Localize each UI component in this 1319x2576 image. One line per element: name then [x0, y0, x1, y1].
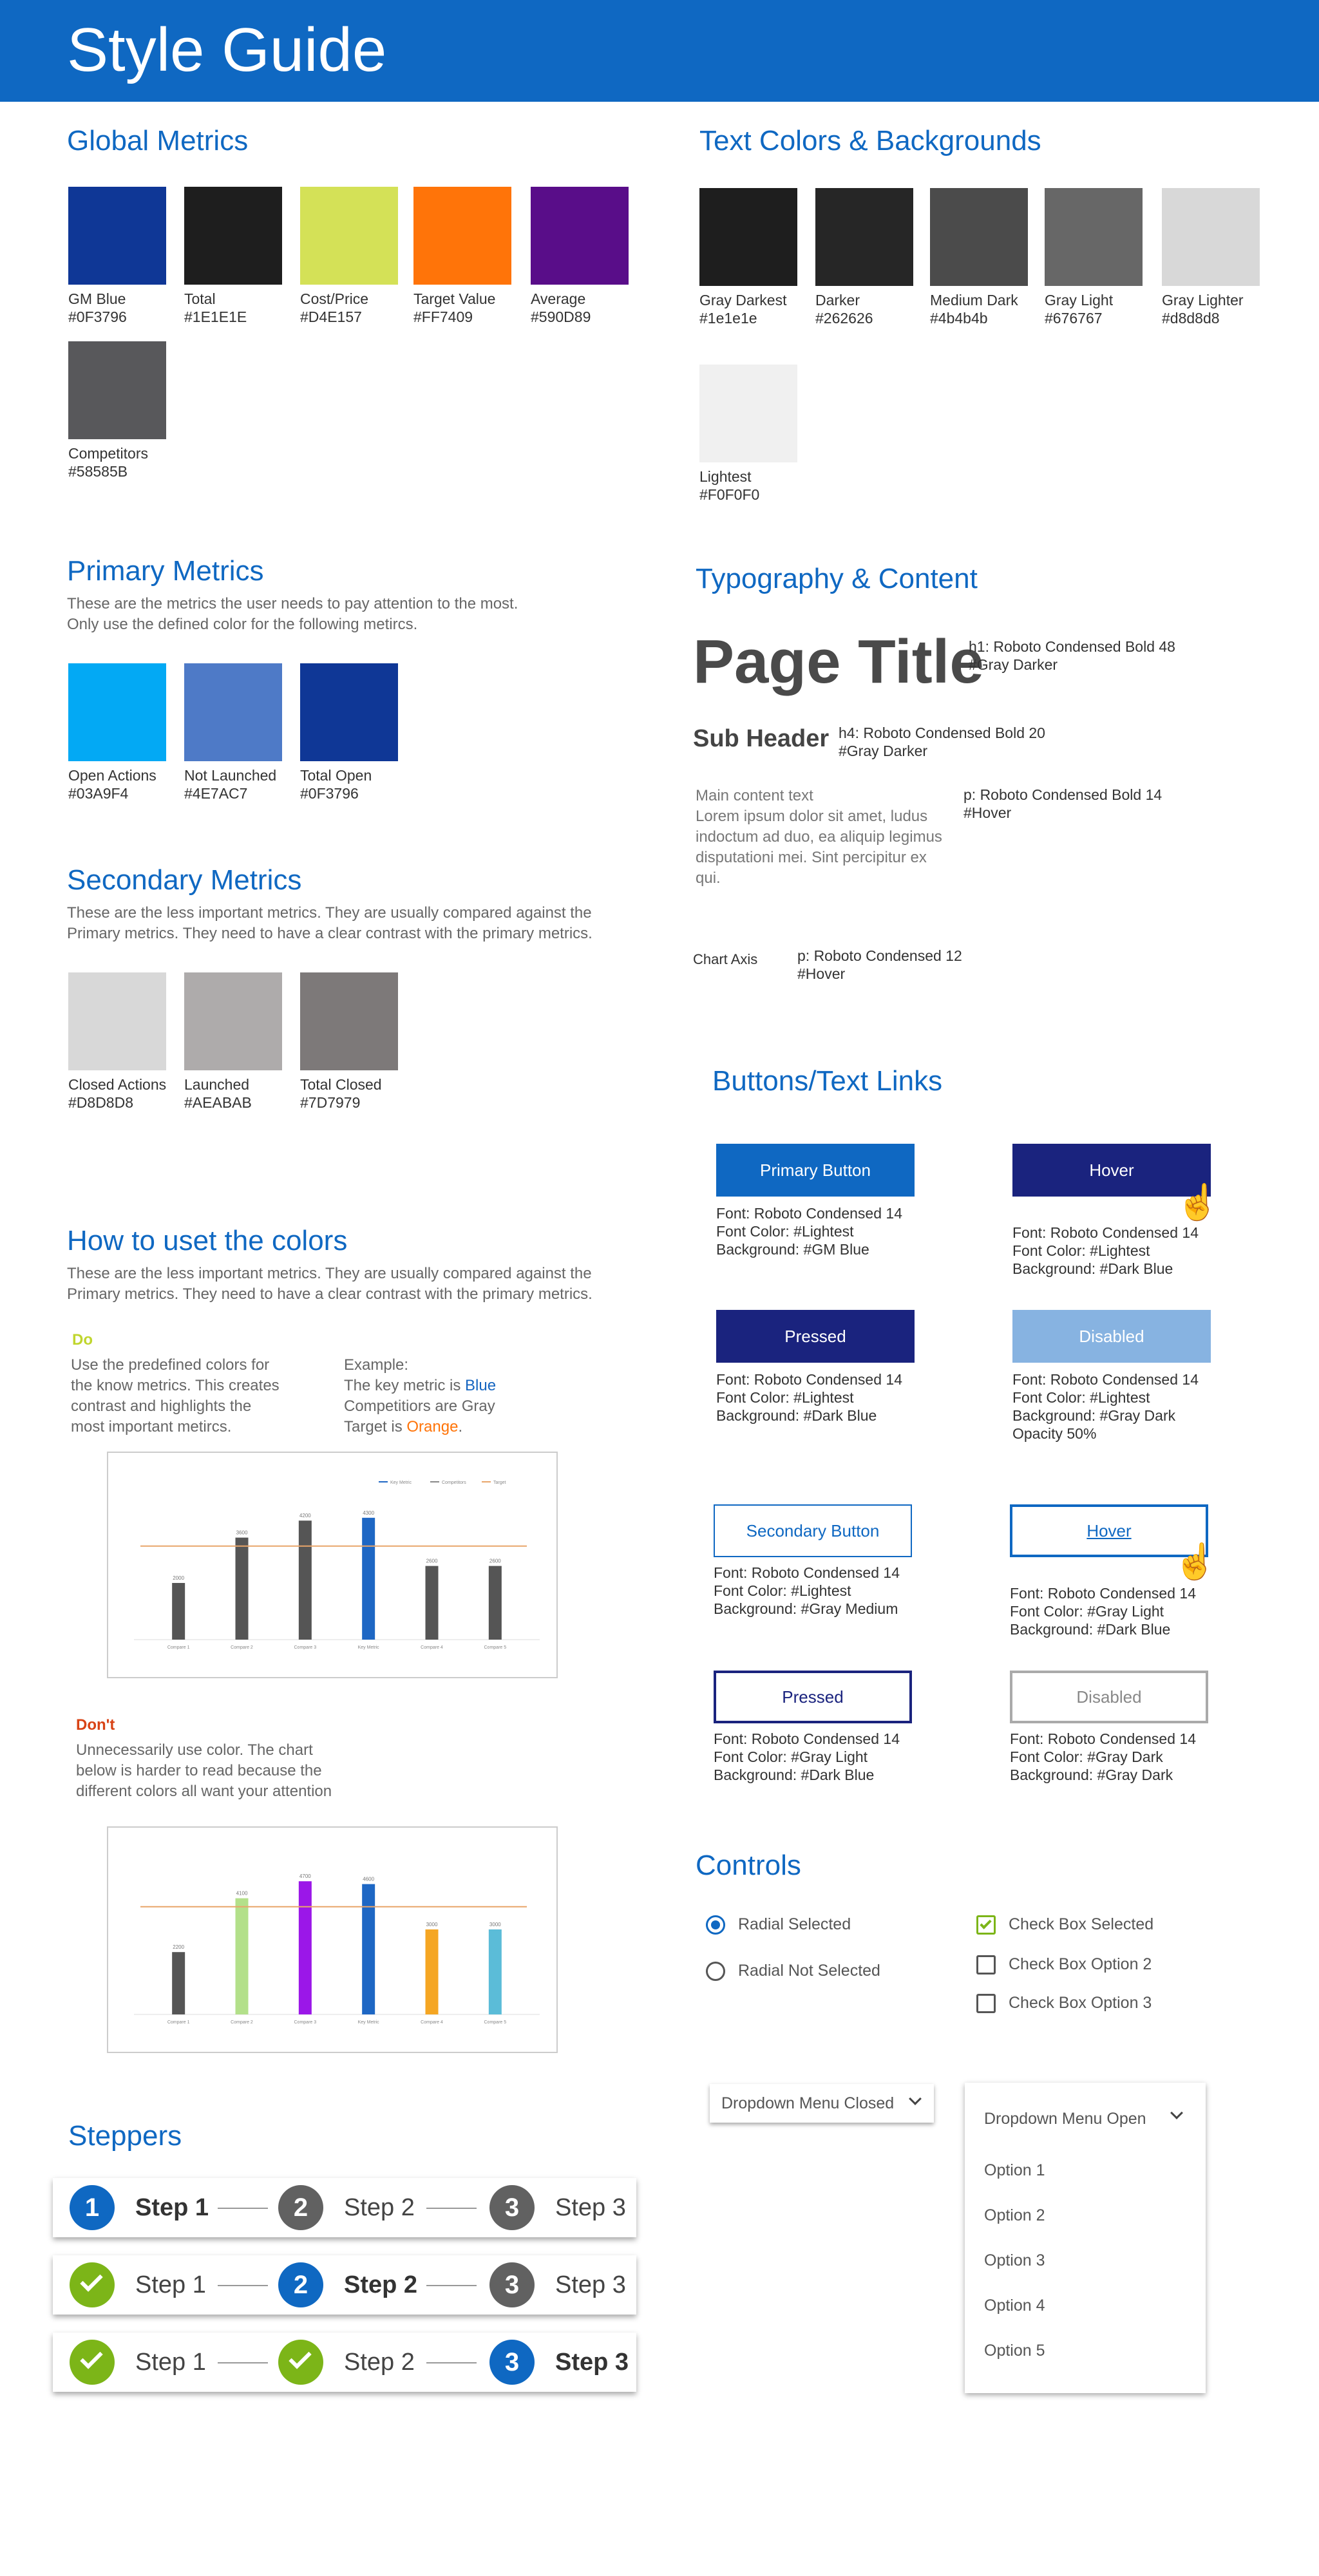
- radio-selected[interactable]: [706, 1915, 725, 1935]
- button-note: Font Color: #Lightest: [716, 1389, 854, 1406]
- example-label: Example:: [344, 1356, 409, 1374]
- step-number[interactable]: 3: [489, 2340, 535, 2385]
- swatch-hex: #D4E157: [300, 308, 362, 325]
- button-note: Font: Roboto Condensed 14: [1010, 1585, 1196, 1602]
- dont-chart-svg: [108, 1828, 556, 2052]
- swatch-hex: #676767: [1045, 310, 1103, 327]
- step-label: Step 3: [555, 2194, 626, 2221]
- chart-bar: [299, 1881, 312, 2014]
- color-swatch: [1045, 188, 1143, 286]
- typography-title: Typography & Content: [696, 563, 978, 594]
- button-note: Font: Roboto Condensed 14: [714, 1564, 900, 1581]
- chart-bar: [426, 1566, 439, 1640]
- swatch-hex: #0F3796: [300, 785, 359, 802]
- swatch-hex: #1e1e1e: [699, 310, 757, 327]
- sample-lorem: disputationi mei. Sint percipitur ex: [696, 849, 927, 866]
- swatch-name: Gray Darkest: [699, 292, 787, 308]
- chart-category-label: Compare 1: [167, 1645, 190, 1650]
- button-note: Font Color: #Lightest: [716, 1223, 854, 1240]
- chart-bar: [236, 1899, 249, 2014]
- swatch-hex: #D8D8D8: [68, 1094, 133, 1111]
- checkbox-option-2-label: Check Box Option 2: [1009, 1955, 1152, 1973]
- swatch-hex: #58585B: [68, 463, 128, 480]
- chart-bar: [172, 1952, 185, 2014]
- primary-button-disabled[interactable]: Disabled: [1012, 1310, 1211, 1363]
- swatch-hex: #0F3796: [68, 308, 127, 325]
- button-note: Background: #Gray Dark: [1012, 1407, 1176, 1424]
- color-swatch: [184, 663, 282, 761]
- h4-note: #Gray Darker: [839, 743, 928, 759]
- chart-bar: [362, 1884, 375, 2014]
- chart-value-label: 3000: [426, 1922, 438, 1927]
- sample-page-title: Page Title: [693, 627, 984, 696]
- checkmark-icon: [80, 2346, 102, 2369]
- swatch-hex: #d8d8d8: [1162, 310, 1220, 327]
- chart-bar: [172, 1583, 185, 1640]
- chart-value-label: 4200: [299, 1513, 311, 1519]
- step-label: Step 3: [555, 2271, 626, 2298]
- swatch-name: Total: [184, 290, 216, 307]
- swatch-hex: #7D7979: [300, 1094, 361, 1111]
- primary-metrics-title: Primary Metrics: [67, 555, 264, 587]
- color-swatch: [68, 187, 166, 285]
- color-swatch: [1162, 188, 1260, 286]
- example-target-line: [344, 1417, 462, 1437]
- color-swatch: [531, 187, 629, 285]
- color-swatch: [184, 972, 282, 1070]
- swatch-hex: #03A9F4: [68, 785, 129, 802]
- chart-category-label: Compare 4: [421, 2020, 443, 2025]
- steppers-title: Steppers: [68, 2120, 182, 2152]
- swatch-hex: #4b4b4b: [930, 310, 988, 327]
- chart-value-label: 3000: [489, 1922, 501, 1927]
- check-icon[interactable]: [70, 2340, 115, 2385]
- dropdown-option[interactable]: Option 5: [984, 2342, 1045, 2360]
- color-swatch: [699, 365, 797, 462]
- chart-value-label: 3600: [236, 1530, 248, 1536]
- step-label: Step 1: [135, 2194, 209, 2221]
- step-number[interactable]: 3: [489, 2262, 535, 2307]
- color-swatch: [699, 188, 797, 286]
- swatch-hex: #1E1E1E: [184, 308, 247, 325]
- dropdown-open[interactable]: [965, 2083, 1206, 2393]
- step-number[interactable]: 1: [70, 2185, 115, 2230]
- button-note: Font Color: #Lightest: [1012, 1242, 1150, 1259]
- chart-legend-label: Competitors: [442, 1481, 466, 1485]
- sample-chart-axis: Chart Axis: [693, 951, 758, 967]
- dont-chart: [107, 1826, 558, 2053]
- chart-value-label: 4300: [363, 1510, 375, 1516]
- checkmark-icon: [80, 2269, 102, 2291]
- chart-value-label: 2600: [489, 1558, 501, 1564]
- button-note: Background: #Gray Dark: [1010, 1766, 1173, 1783]
- swatch-name: Average: [531, 290, 586, 307]
- step-label: Step 2: [344, 2194, 415, 2221]
- chart-category-label: Compare 2: [231, 2020, 253, 2025]
- step-number[interactable]: 2: [278, 2185, 323, 2230]
- color-swatch: [68, 341, 166, 439]
- button-note: Background: #Dark Blue: [1010, 1621, 1171, 1638]
- swatch-name: Darker: [815, 292, 860, 308]
- chevron-down-icon: [1170, 2107, 1183, 2119]
- button-note: Opacity 50%: [1012, 1425, 1097, 1442]
- radio-dot: [711, 1920, 720, 1929]
- text-colors-title: Text Colors & Backgrounds: [699, 125, 1041, 156]
- chevron-down-icon: [909, 2092, 922, 2105]
- color-swatch: [300, 972, 398, 1070]
- dont-label: Don't: [76, 1716, 115, 1734]
- swatch-name: Total Open: [300, 767, 372, 784]
- primary-metrics-desc: Only use the defined color for the following metircs.: [67, 616, 418, 633]
- secondary-button-disabled[interactable]: Disabled: [1010, 1671, 1208, 1723]
- step-label: Step 1: [135, 2271, 206, 2298]
- color-swatch: [815, 188, 913, 286]
- chart-legend-label: Target: [493, 1481, 506, 1485]
- button-note: Font: Roboto Condensed 14: [716, 1371, 902, 1388]
- chart-bar: [299, 1520, 312, 1640]
- header-bar: [0, 0, 1319, 102]
- example-period: .: [458, 1418, 463, 1435]
- chart-value-label: 2600: [426, 1558, 438, 1564]
- chart-value-label: 4700: [299, 1873, 311, 1880]
- how-to-desc: These are the less important metrics. They are usually compared against the: [67, 1265, 592, 1282]
- chart-category-label: Compare 3: [294, 1645, 317, 1650]
- do-text: contrast and highlights the: [71, 1397, 252, 1415]
- dropdown-option[interactable]: Option 1: [984, 2161, 1045, 2179]
- do-text: Use the predefined colors for: [71, 1356, 270, 1374]
- secondary-metrics-desc: Primary metrics. They need to have a clear contrast with the primary metrics.: [67, 925, 593, 942]
- do-chart-svg: [108, 1453, 556, 1677]
- step-number[interactable]: 2: [278, 2262, 323, 2307]
- checkbox-option-2[interactable]: [976, 1955, 996, 1975]
- example-comp-line: Competitiors are Gray: [344, 1397, 495, 1415]
- buttons-title: Buttons/Text Links: [712, 1065, 943, 1097]
- swatch-name: Not Launched: [184, 767, 277, 784]
- chart-category-label: Compare 5: [484, 2020, 507, 2025]
- step-number[interactable]: 3: [489, 2185, 535, 2230]
- step-connector: [426, 2285, 477, 2286]
- swatch-name: Total Closed: [300, 1076, 382, 1093]
- button-note: Background: #Dark Blue: [714, 1766, 875, 1783]
- swatch-name: GM Blue: [68, 290, 126, 307]
- axis-note: p: Roboto Condensed 12: [797, 947, 962, 964]
- sample-lorem: qui.: [696, 869, 721, 887]
- chart-value-label: 2200: [173, 1944, 185, 1951]
- chart-value-label: 4100: [236, 1890, 248, 1897]
- chart-value-label: 2000: [173, 1575, 185, 1581]
- swatch-name: Medium Dark: [930, 292, 1018, 308]
- primary-button-hover[interactable]: Hover: [1012, 1144, 1211, 1197]
- do-text: the know metrics. This creates: [71, 1377, 280, 1394]
- button-note: Font: Roboto Condensed 14: [1010, 1730, 1196, 1747]
- global-metrics-title: Global Metrics: [67, 125, 249, 156]
- sample-lorem: indoctum ad duo, ea aliquip legimus: [696, 828, 942, 846]
- step-connector: [426, 2362, 477, 2363]
- swatch-name: Launched: [184, 1076, 250, 1093]
- chart-bar: [489, 1566, 502, 1640]
- example-key-line: [344, 1376, 496, 1396]
- chart-category-label: Compare 3: [294, 2020, 317, 2025]
- swatch-name: Closed Actions: [68, 1076, 167, 1093]
- example-target-word: Orange: [406, 1418, 459, 1435]
- step-connector: [426, 2208, 477, 2209]
- swatch-hex: #4E7AC7: [184, 785, 248, 802]
- checkmark-icon: [289, 2346, 311, 2369]
- chart-category-label: Compare 1: [167, 2020, 190, 2025]
- swatch-name: Lightest: [699, 468, 752, 485]
- chart-bar: [362, 1518, 375, 1640]
- color-swatch: [184, 187, 282, 285]
- dont-text: Unnecessarily use color. The chart: [76, 1741, 313, 1759]
- chart-bar: [236, 1538, 249, 1640]
- sample-main-content: Main content text: [696, 787, 813, 804]
- dont-text: below is harder to read because the: [76, 1762, 322, 1779]
- button-note: Font: Roboto Condensed 14: [716, 1205, 902, 1222]
- check-icon[interactable]: [70, 2262, 115, 2307]
- h1-note: #Gray Darker: [969, 656, 1058, 673]
- checkbox-selected[interactable]: [976, 1915, 996, 1935]
- chart-category-label: Compare 4: [421, 1645, 443, 1650]
- primary-button-pressed[interactable]: Pressed: [716, 1310, 915, 1363]
- swatch-hex: #AEABAB: [184, 1094, 252, 1111]
- swatch-name: Cost/Price: [300, 290, 369, 307]
- button-note: Font Color: #Gray Light: [714, 1748, 868, 1765]
- step-connector: [218, 2285, 268, 2286]
- secondary-metrics-desc: These are the less important metrics. They are usually compared against the: [67, 904, 592, 922]
- p-note: #Hover: [963, 804, 1012, 821]
- step-connector: [218, 2362, 268, 2363]
- secondary-metrics-title: Secondary Metrics: [67, 864, 302, 896]
- step-label: Step 3: [555, 2349, 629, 2376]
- swatch-hex: #590D89: [531, 308, 591, 325]
- dropdown-option[interactable]: Option 2: [984, 2206, 1045, 2224]
- how-to-title: How to uset the colors: [67, 1225, 348, 1256]
- color-swatch: [413, 187, 511, 285]
- secondary-button[interactable]: Secondary Button: [714, 1504, 912, 1557]
- primary-metrics-desc: These are the metrics the user needs to pay attention to the most.: [67, 595, 518, 612]
- button-note: Font Color: #Lightest: [714, 1582, 851, 1599]
- sample-lorem: Lorem ipsum dolor sit amet, ludus: [696, 808, 928, 825]
- dropdown-option[interactable]: Option 3: [984, 2251, 1045, 2269]
- h4-note: h4: Roboto Condensed Bold 20: [839, 724, 1045, 741]
- step-connector: [218, 2208, 268, 2209]
- do-text: most important metircs.: [71, 1418, 232, 1435]
- swatch-name: Gray Lighter: [1162, 292, 1244, 308]
- checkbox-option-3-label: Check Box Option 3: [1009, 1994, 1152, 2012]
- swatch-name: Target Value: [413, 290, 496, 307]
- secondary-button-pressed[interactable]: Pressed: [714, 1671, 912, 1723]
- example-key-text: The key metric is: [344, 1377, 466, 1394]
- button-note: Font: Roboto Condensed 14: [1012, 1224, 1199, 1241]
- dont-text: different colors all want your attention: [76, 1783, 332, 1800]
- p-note: p: Roboto Condensed Bold 14: [963, 786, 1162, 803]
- color-swatch: [300, 187, 398, 285]
- sample-sub-header: Sub Header: [693, 725, 830, 752]
- controls-title: Controls: [696, 1850, 801, 1881]
- color-swatch: [930, 188, 1028, 286]
- do-label: Do: [72, 1331, 93, 1349]
- color-swatch: [300, 663, 398, 761]
- button-note: Font Color: #Gray Light: [1010, 1603, 1164, 1620]
- primary-button[interactable]: Primary Button: [716, 1144, 915, 1197]
- chart-category-label: Compare 2: [231, 1645, 253, 1650]
- checkbox-selected-label: Check Box Selected: [1009, 1915, 1154, 1933]
- dropdown-option[interactable]: Option 4: [984, 2297, 1045, 2315]
- radio-selected-label: Radial Selected: [738, 1915, 851, 1933]
- checkmark-icon: [980, 1917, 991, 1929]
- button-note: Background: #GM Blue: [716, 1241, 869, 1258]
- chart-category-label: Compare 5: [484, 1645, 507, 1650]
- example-target-text: Target is: [344, 1418, 407, 1435]
- swatch-hex: #262626: [815, 310, 873, 327]
- page-title: Style Guide: [67, 15, 387, 84]
- step-label: Step 2: [344, 2349, 415, 2376]
- button-note: Font Color: #Lightest: [1012, 1389, 1150, 1406]
- button-note: Background: #Dark Blue: [716, 1407, 877, 1424]
- dropdown-closed-label: Dropdown Menu Closed: [721, 2094, 895, 2112]
- color-swatch: [68, 663, 166, 761]
- color-swatch: [68, 972, 166, 1070]
- do-chart: [107, 1452, 558, 1678]
- chart-legend-label: Key Metric: [390, 1481, 412, 1485]
- button-note: Background: #Gray Medium: [714, 1600, 898, 1617]
- dropdown-closed[interactable]: [710, 2084, 934, 2123]
- step-label: Step 1: [135, 2349, 206, 2376]
- example-key-word: Blue: [465, 1377, 497, 1394]
- checkbox-option-3[interactable]: [976, 1994, 996, 2013]
- how-to-desc: Primary metrics. They need to have a clear contrast with the primary metrics.: [67, 1285, 593, 1303]
- radio-not-selected[interactable]: [706, 1962, 725, 1981]
- button-note: Font: Roboto Condensed 14: [714, 1730, 900, 1747]
- hand-cursor-icon: ☝: [1173, 1542, 1217, 1581]
- button-note: Background: #Dark Blue: [1012, 1260, 1173, 1277]
- dropdown-open-label: Dropdown Menu Open: [984, 2110, 1146, 2128]
- chart-bar: [489, 1929, 502, 2014]
- swatch-name: Gray Light: [1045, 292, 1114, 308]
- swatch-name: Competitors: [68, 445, 148, 462]
- secondary-button-hover[interactable]: Hover: [1010, 1504, 1208, 1557]
- chart-value-label: 4600: [363, 1876, 375, 1882]
- swatch-name: Open Actions: [68, 767, 157, 784]
- swatch-hex: #FF7409: [413, 308, 473, 325]
- hand-cursor-icon: ☝: [1176, 1183, 1220, 1222]
- check-icon[interactable]: [278, 2340, 323, 2385]
- chart-category-label: Key Metric: [357, 1645, 379, 1650]
- button-note: Font: Roboto Condensed 14: [1012, 1371, 1199, 1388]
- h1-note: h1: Roboto Condensed Bold 48: [969, 638, 1175, 655]
- swatch-hex: #F0F0F0: [699, 486, 760, 503]
- axis-note: #Hover: [797, 965, 846, 982]
- chart-category-label: Key Metric: [357, 2020, 379, 2025]
- chart-bar: [426, 1929, 439, 2014]
- step-label: Step 2: [344, 2271, 418, 2298]
- button-note: Font Color: #Gray Dark: [1010, 1748, 1163, 1765]
- radio-not-selected-label: Radial Not Selected: [738, 1962, 880, 1980]
